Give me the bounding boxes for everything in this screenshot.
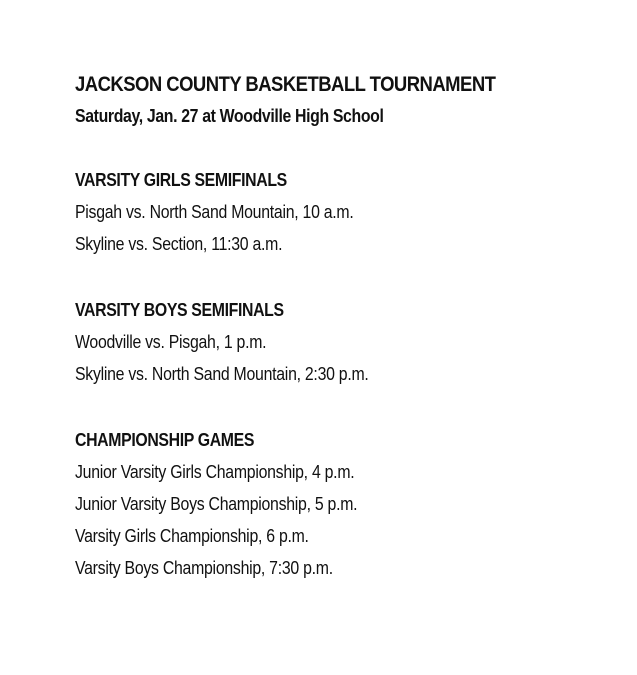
game-item: Varsity Boys Championship, 7:30 p.m.: [75, 558, 333, 578]
tournament-schedule: [75, 68, 620, 584]
section-varsity-boys-semifinals: [75, 294, 620, 390]
game-item: Skyline vs. North Sand Mountain, 2:30 p.m.: [75, 364, 369, 384]
tournament-date-location: Saturday, Jan. 27 at Woodville High School: [75, 106, 384, 126]
section-heading: VARSITY BOYS SEMIFINALS: [75, 300, 284, 320]
game-list: [75, 326, 620, 390]
section-heading: CHAMPIONSHIP GAMES: [75, 430, 255, 450]
game-item: Junior Varsity Boys Championship, 5 p.m.: [75, 494, 358, 514]
section-varsity-girls-semifinals: [75, 164, 620, 260]
game-list: [75, 196, 620, 260]
game-list: [75, 456, 620, 584]
game-item: Junior Varsity Girls Championship, 4 p.m.: [75, 462, 355, 482]
section-heading: VARSITY GIRLS SEMIFINALS: [75, 170, 287, 190]
game-item: Pisgah vs. North Sand Mountain, 10 a.m.: [75, 202, 354, 222]
game-item: Skyline vs. Section, 11:30 a.m.: [75, 234, 283, 254]
section-championship-games: [75, 424, 620, 584]
game-item: Varsity Girls Championship, 6 p.m.: [75, 526, 309, 546]
game-item: Woodville vs. Pisgah, 1 p.m.: [75, 332, 267, 352]
tournament-title: JACKSON COUNTY BASKETBALL TOURNAMENT: [75, 73, 496, 96]
